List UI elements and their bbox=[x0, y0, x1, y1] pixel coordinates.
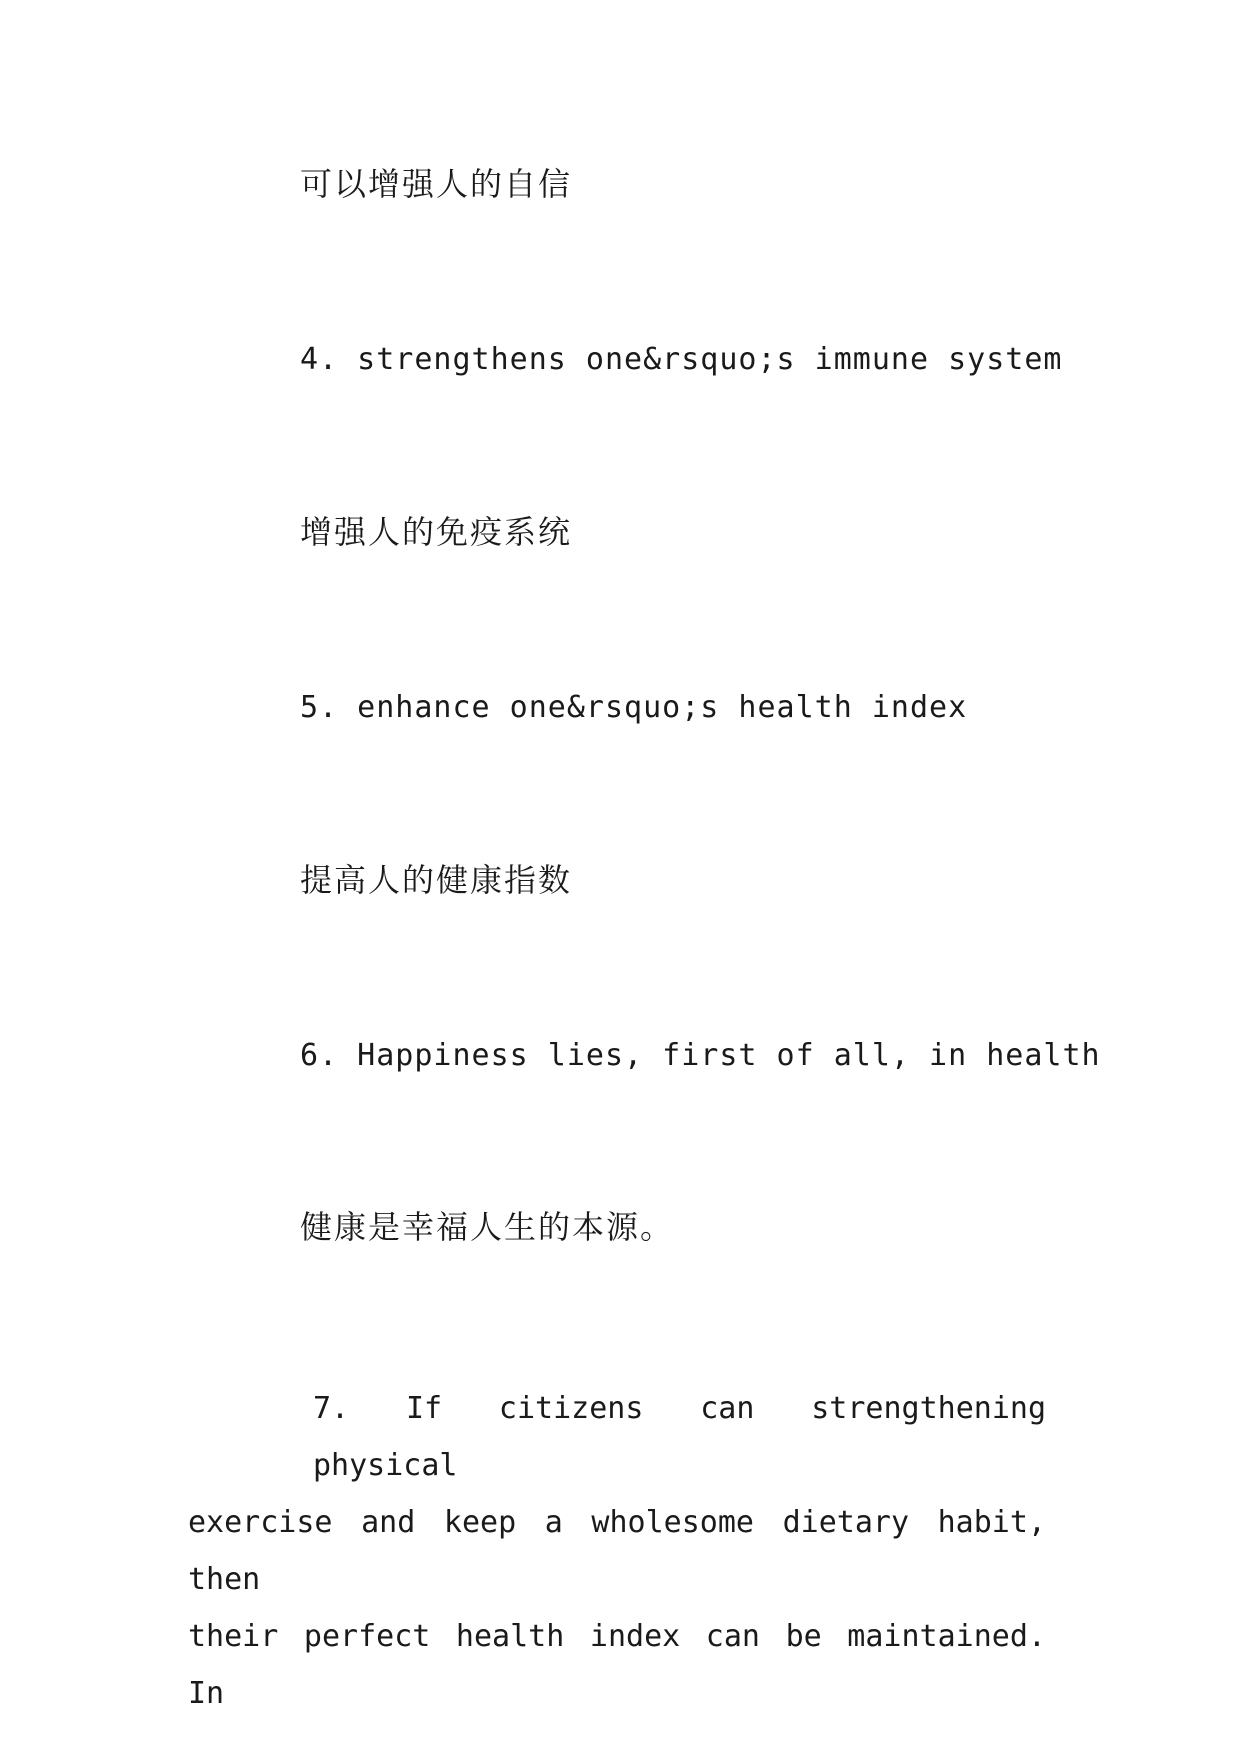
paragraph-item-7 bbox=[188, 1380, 1046, 1722]
paragraph-line: exercise and keep a wholesome dietary habit, then bbox=[188, 1505, 1046, 1597]
text-line-happiness-zh: 健康是幸福人生的本源。 bbox=[300, 1208, 675, 1246]
paragraph-line: their perfect health index can be maintained. In bbox=[188, 1619, 1046, 1711]
text-line-item-5: 5. enhance one&rsquo;s health index bbox=[300, 690, 968, 725]
text-line-health-index-zh: 提高人的健康指数 bbox=[300, 861, 573, 899]
text-line-immune-zh: 增强人的免疫系统 bbox=[300, 513, 573, 551]
text-line-confidence-zh: 可以增强人的自信 bbox=[300, 165, 573, 203]
text-line-item-6: 6. Happiness lies, first of all, in health bbox=[300, 1038, 1101, 1073]
text-line-item-4: 4. strengthens one&rsquo;s immune system bbox=[300, 342, 1063, 377]
paragraph-line: 7. If citizens can strengthening physical bbox=[313, 1391, 1046, 1483]
